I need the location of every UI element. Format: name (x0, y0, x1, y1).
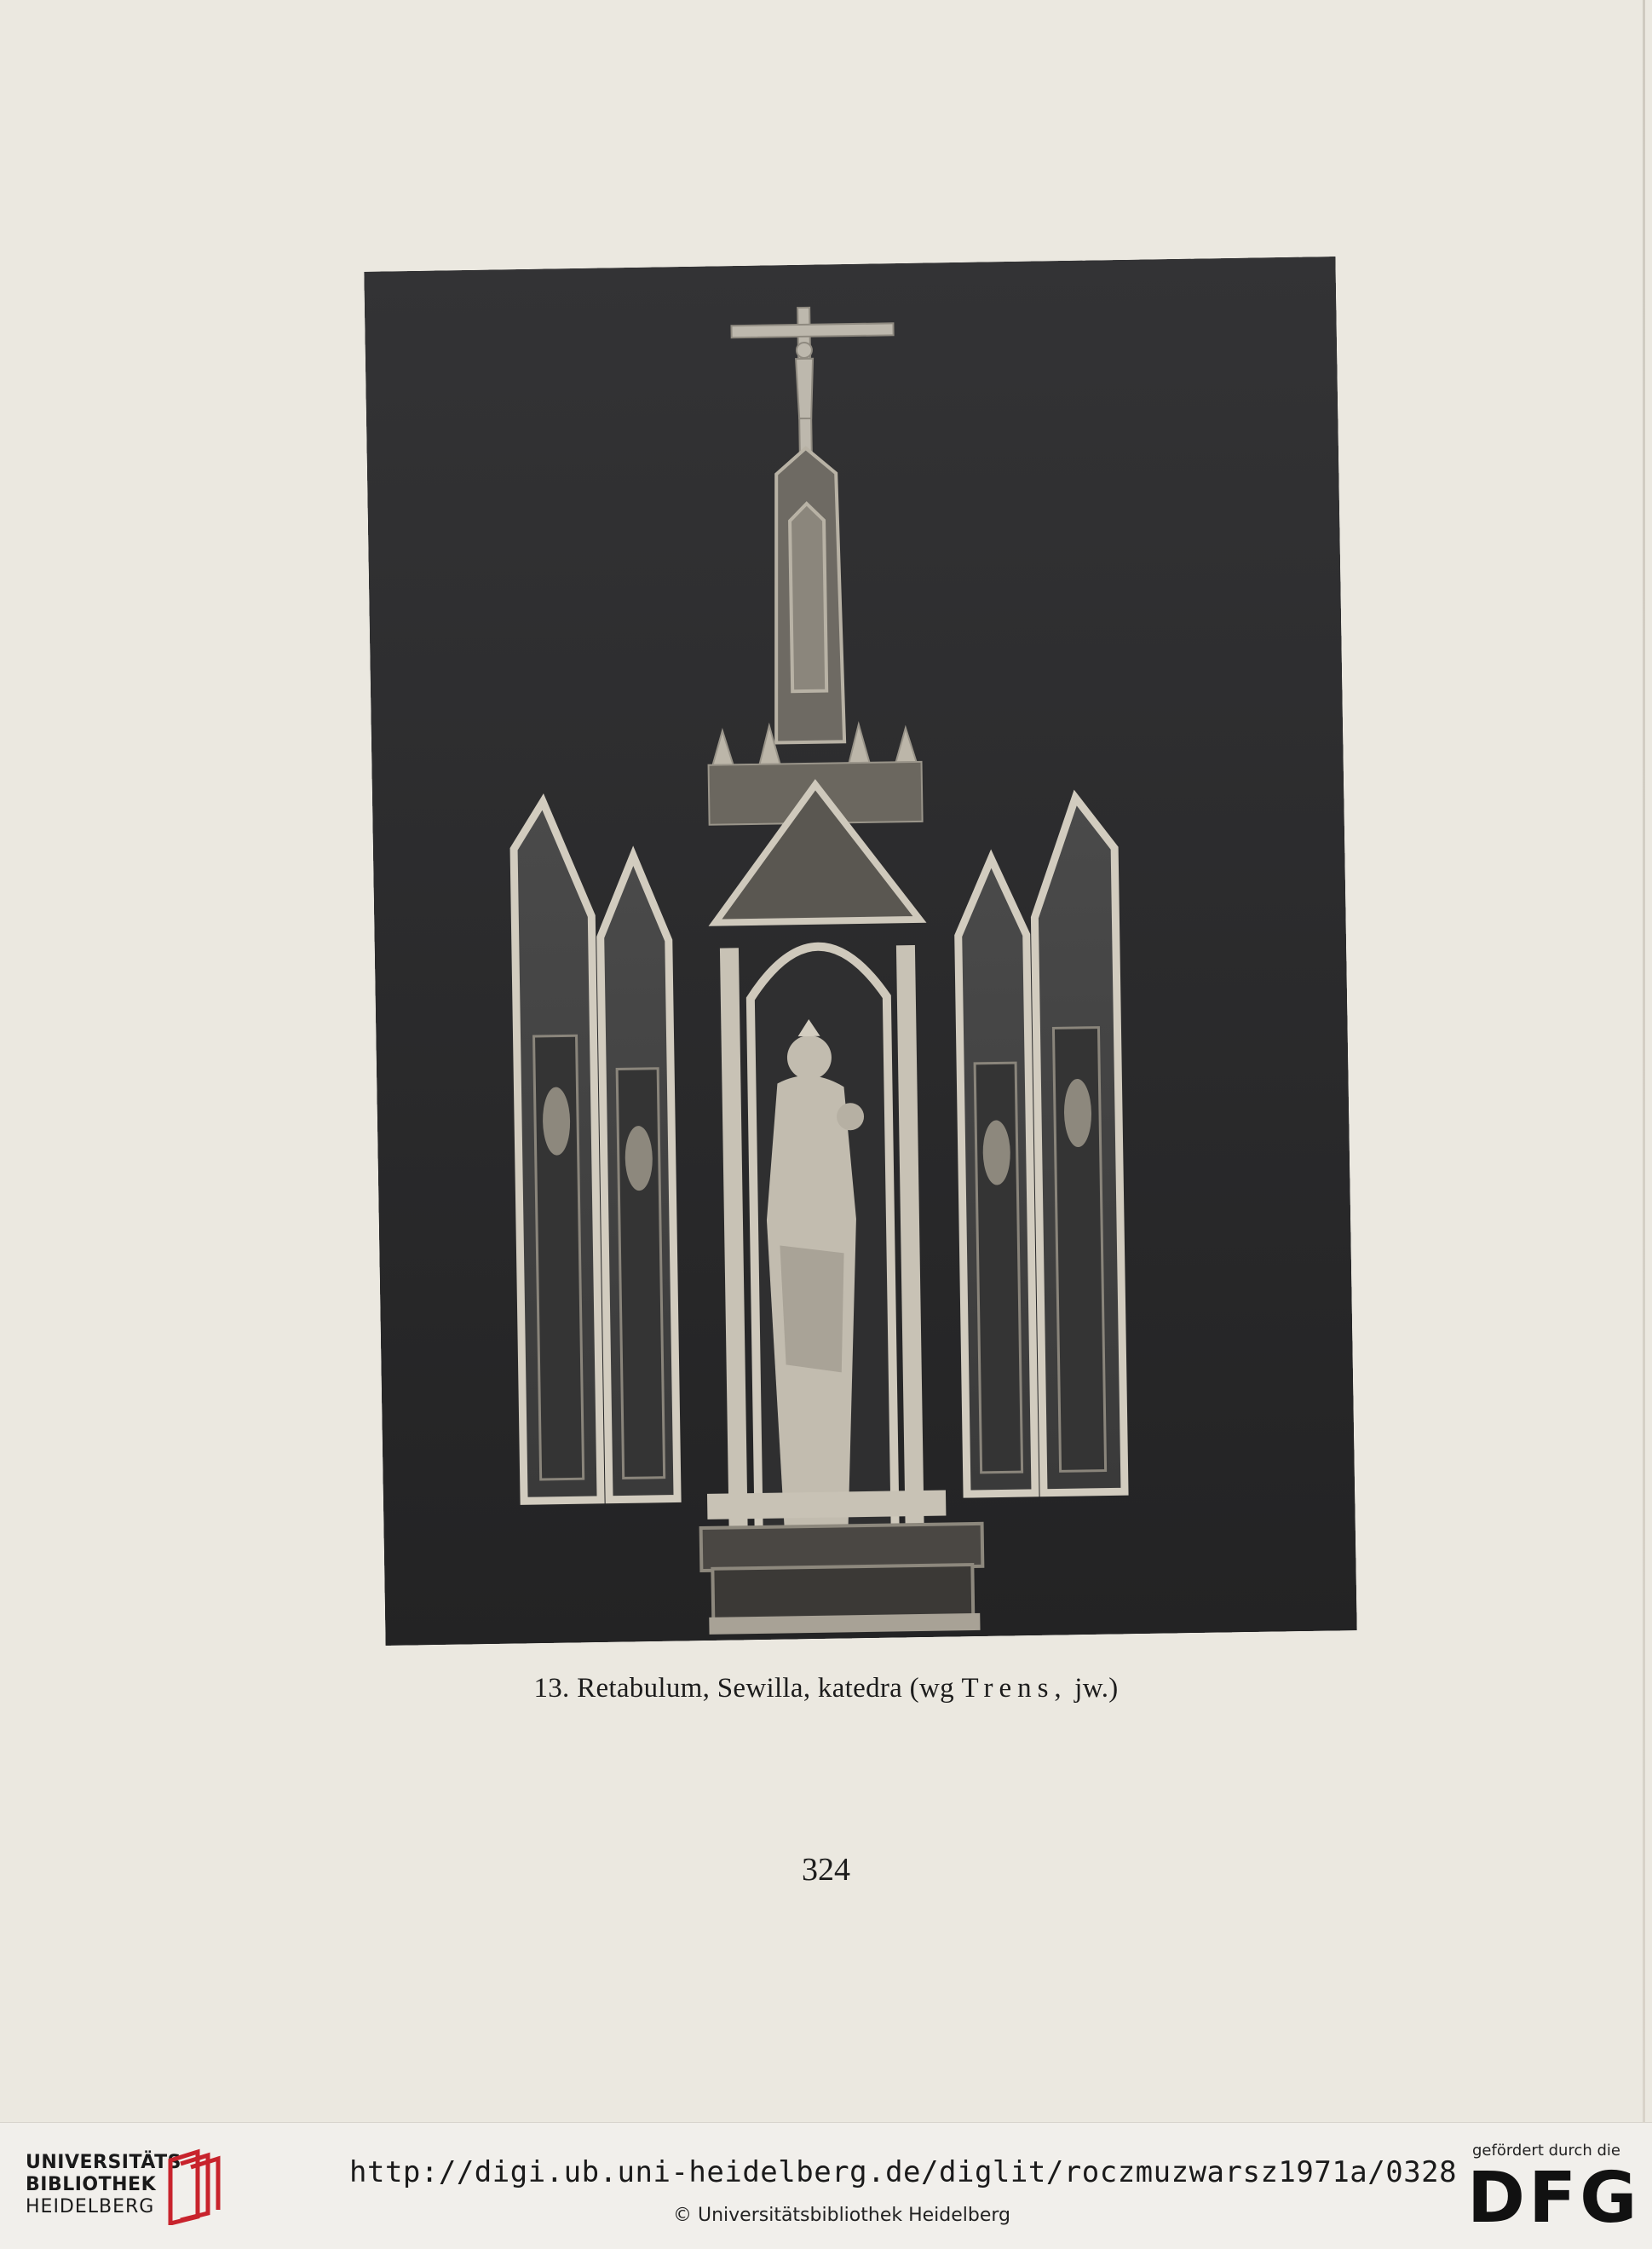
figure-photograph (364, 257, 1356, 1646)
page-edge (1643, 0, 1645, 2122)
right-outer-wing (1033, 797, 1125, 1492)
viewer-footer (0, 2122, 1652, 2249)
caption-suffix: jw.) (1067, 1673, 1119, 1704)
altar-base (701, 1524, 984, 1635)
permalink-url[interactable]: http://digi.ub.uni-heidelberg.de/diglit/roczmuzwarsz1971a/0328 (349, 2155, 1458, 2189)
caption-author: Trens, (961, 1673, 1068, 1704)
figure-caption (0, 1673, 1652, 1704)
library-line-2: BIBLIOTHEK (26, 2174, 157, 2195)
funding-note: gefördert durch die (1472, 2142, 1620, 2160)
dfg-logo: DFG (1467, 2158, 1641, 2239)
library-line-1: UNIVERSITÄTS- (26, 2152, 190, 2173)
right-inner-wing (957, 858, 1035, 1494)
copyright-notice: © Universitätsbibliothek Heidelberg (673, 2205, 1011, 2226)
central-spire (772, 447, 844, 742)
page-number: 324 (802, 1852, 850, 1888)
library-line-3: HEIDELBERG (26, 2196, 155, 2217)
altarpiece-image (364, 257, 1356, 1646)
left-inner-wing (599, 856, 677, 1500)
left-outer-wing (513, 801, 601, 1501)
library-logo-icon (164, 2148, 223, 2225)
caption-prefix: 13. Retabulum, Sewilla, katedra (wg (533, 1673, 962, 1704)
